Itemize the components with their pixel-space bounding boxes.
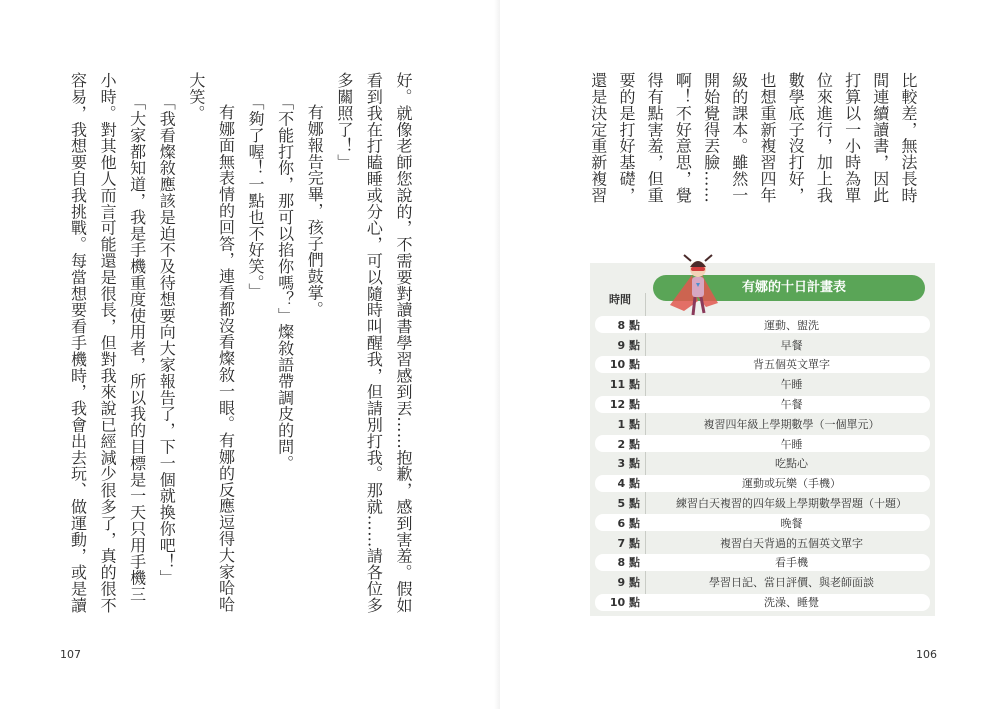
schedule-time: 11 點: [609, 378, 640, 392]
schedule-time: 7 點: [617, 536, 640, 550]
text-column: 數學底子沒打好，: [786, 72, 806, 204]
schedule-row: [595, 454, 930, 474]
schedule-row: [595, 493, 930, 513]
schedule-title: 有娜的十日計畫表: [653, 275, 925, 301]
schedule-time: 5 點: [617, 497, 640, 511]
schedule-row: [595, 315, 930, 335]
schedule-time: 6 點: [617, 516, 640, 530]
text-column: 級的課本。雖然一: [729, 72, 749, 204]
schedule-table: [590, 263, 935, 616]
schedule-activity: 午睡: [780, 378, 803, 392]
schedule-row: [595, 394, 930, 414]
text-column: 「不能打你，那可以掐你嗎？」燦敘語帶調皮的問。: [275, 94, 295, 472]
schedule-time: 4 點: [617, 477, 640, 491]
schedule-row: [595, 592, 930, 612]
schedule-activity: 練習白天複習的四年級上學期數學習題（十題）: [676, 497, 907, 511]
schedule-row: [595, 374, 930, 394]
text-column: 小時。對其他人而言可能還是很長，但對我來說已經減少很多了，真的很不: [98, 72, 118, 614]
text-column: 啊！不好意思，覺: [673, 72, 693, 204]
text-column: 「我看燦敘應該是迫不及待想要向大家報告了，下一個就換你吧！」: [157, 94, 177, 586]
schedule-row: [595, 335, 930, 355]
page-number-left: 107: [60, 648, 81, 661]
schedule-time: 12 點: [609, 398, 640, 412]
text-column: 位來進行，加上我: [814, 72, 834, 204]
schedule-row: [595, 533, 930, 553]
text-column: 比較差，無法長時: [899, 72, 918, 204]
right-page-body-text: [584, 72, 922, 272]
schedule-time: 9 點: [617, 576, 640, 590]
schedule-row: [595, 513, 930, 533]
schedule-activity: 複習白天背過的五個英文單字: [720, 536, 863, 550]
text-column: 看到我在打瞌睡或分心，可以隨時叫醒我，但請別打我。那就……請各位多: [364, 72, 384, 614]
schedule-activity: 學習日記、當日評價、與老師面談: [709, 576, 874, 590]
schedule-time: 8 點: [617, 318, 640, 332]
schedule-row: [595, 473, 930, 493]
schedule-activity: 背五個英文單字: [753, 358, 830, 372]
schedule-row: [595, 572, 930, 592]
text-column: 得有點害羞，但重: [645, 72, 665, 204]
schedule-activity: 吃點心: [775, 457, 808, 471]
schedule-activity: 午餐: [780, 398, 803, 412]
text-column: 容易，我想要自我挑戰。每當想要看手機時，我會出去玩、做運動，或是讀: [68, 72, 88, 614]
text-column: 大笑。: [186, 72, 206, 122]
text-column: 要的是打好基礎，: [616, 72, 636, 204]
text-column: 還是決定重新複習: [588, 72, 608, 204]
left-page-body-text: [63, 72, 418, 612]
text-column: 「大家都知道，我是手機重度使用者，所以我的目標是一天只用手機三: [127, 94, 147, 603]
schedule-activity: 運動、盥洗: [764, 318, 819, 332]
schedule-activity: 早餐: [780, 338, 803, 352]
text-column: 打算以一小時為單: [842, 72, 862, 204]
schedule-time: 1 點: [617, 417, 640, 431]
schedule-activity: 晚餐: [780, 516, 803, 530]
schedule-activity: 運動或玩樂（手機）: [742, 477, 841, 491]
text-column: 「夠了喔！一點也不好笑。」: [246, 94, 266, 300]
time-column-header: 時間: [609, 293, 631, 306]
schedule-rows: [595, 315, 930, 612]
schedule-time: 10 點: [609, 358, 640, 372]
schedule-row: [595, 414, 930, 434]
text-column: 好。就像老師您說的，不需要對讀書學習感到丟……抱歉，感到害羞。假如: [394, 72, 413, 614]
text-column: 有娜面無表情的回答，連看都沒看燦敘一眼。有娜的反應逗得大家哈哈: [216, 104, 236, 613]
schedule-row: [595, 553, 930, 573]
text-column: 開始覺得丟臉……: [701, 72, 721, 204]
schedule-time: 2 點: [617, 437, 640, 451]
text-column: 間連續讀書，因此: [870, 72, 890, 204]
schedule-time: 9 點: [617, 338, 640, 352]
schedule-time: 10 點: [609, 596, 640, 610]
schedule-row: [595, 434, 930, 454]
schedule-row: [595, 355, 930, 375]
text-column: 多關照了！」: [334, 72, 354, 171]
schedule-activity: 午睡: [780, 437, 803, 451]
right-page: [500, 0, 1000, 709]
schedule-activity: 看手機: [775, 556, 808, 570]
text-column: 也想重新複習四年: [757, 72, 777, 204]
text-column: 有娜報告完畢，孩子們鼓掌。: [305, 104, 325, 318]
page-number-right: 106: [916, 648, 937, 661]
schedule-time: 3 點: [617, 457, 640, 471]
schedule-activity: 洗澡、睡覺: [764, 596, 819, 610]
schedule-activity: 複習四年級上學期數學（一個單元）: [703, 417, 880, 431]
schedule-time: 8 點: [617, 556, 640, 570]
